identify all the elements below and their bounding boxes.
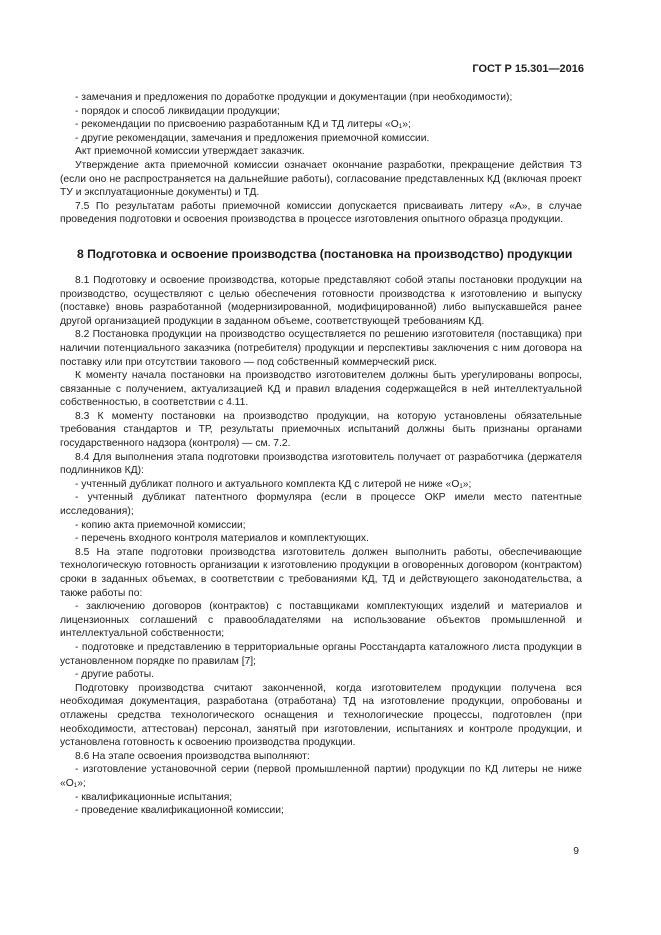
paragraph: 8.6 На этапе освоения производства выполняют: <box>75 750 310 762</box>
list-item: - порядок и способ ликвидации продукции; <box>75 105 280 117</box>
list-item: - другие рекомендации, замечания и предложения приемочной комиссии. <box>75 132 430 144</box>
paragraph: 8.5 На этапе подготовки производства изготовитель должен выполнить работы, обеспечивающие технологическую готовность организации к изготовлению продукции в оговоренных договором (контрактом) сроки в заданных объемах, в соответствии с требованиями КД, ТД и действующего законодательства, а также работы по: <box>60 546 582 599</box>
list-item: - изготовление установочной серии (первой промышленной партии) продукции по КД литеры не ниже «О₁»; <box>60 764 582 789</box>
list-item: - рекомендации по присвоению разработанным КД и ТД литеры «О₁»; <box>75 119 411 131</box>
standard-header: ГОСТ Р 15.301—2016 <box>472 63 584 75</box>
list-item: - учтенный дубликат полного и актуального комплекта КД с литерой не ниже «О₁»; <box>75 478 472 490</box>
body-text <box>60 91 582 818</box>
list-item: - другие работы. <box>75 669 154 681</box>
list-item: - заключению договоров (контрактов) с поставщиками комплектующих изделий и материалов и лицензионных соглашений с правообладателями на использование объектов промышленной и интеллектуальной собственности; <box>60 601 582 640</box>
section-heading: 8 Подготовка и освоение производства (постановка на производство) продукции <box>77 246 573 261</box>
paragraph: 8.1 Подготовку и освоение производства, которые представляют собой этапы постановки продукции на производство, осуществляют с целью обеспечения готовности производства к изготовлению и выпуску (поставке) вновь разработанной (модернизированной, модифицированной) либо выпускавшейся ранее другой организацией продукции в заданном объеме, соответствующей требованиям КД. <box>60 274 582 327</box>
paragraph: Утверждение акта приемочной комиссии означает окончание разработки, прекращение действия ТЗ (если оно не распространяется на дальнейшие работы), согласование представленных КД (включая проект ТУ и эксплуатационные документы) и ТД. <box>60 159 582 199</box>
paragraph: 8.3 К моменту постановки на производство продукции, на которую установлены обязательные требования стандартов и ТР, результаты приемочных испытаний должны быть признаны органами государственного надзора (контроля) — см. 7.2. <box>60 410 582 450</box>
paragraph: Подготовку производства считают законченной, когда изготовителем продукции получена вся необходимая документация, разработана (отработана) ТД на изготовление продукции, опробованы и отлажены средства технологического оснащения и технологические процессы, подготовлен (при необходимости, аттестован) персонал, занятый при изготовлении, испытаниях и контроле продукции, и установлена готовность к освоению производства продукции. <box>60 682 582 749</box>
list-item: - замечания и предложения по доработке продукции и документации (при необходимости); <box>75 92 513 103</box>
list-item: - подготовке и представлению в территориальные органы Росстандарта каталожного листа продукции в установленном порядке по правилам [7]; <box>60 641 582 667</box>
list-item: - учтенный дубликат патентного формуляра (если в процессе ОКР имели место патентные исследования); <box>60 492 582 518</box>
list-item: - проведение квалификационной комиссии; <box>75 805 284 817</box>
paragraph: К моменту начала постановки на производство изготовителем должны быть урегулированы вопросы, связанные с получением, актуализацией КД и правил владения содержащейся в ней интеллектуальной собственностью, в соответствии с 4.11. <box>60 370 582 409</box>
paragraph: 8.2 Постановка продукции на производство осуществляется по решению изготовителя (поставщика) при наличии потенциального заказчика (потребителя) продукции и перспективы заключения с ним договора на поставку или при отсутствии такового — под собственный коммерческий риск. <box>60 329 582 368</box>
list-item: - квалификационные испытания; <box>75 791 233 803</box>
list-item: - перечень входного контроля материалов и комплектующих. <box>75 533 369 545</box>
paragraph: 8.4 Для выполнения этапа подготовки производства изготовитель получает от разработчика (держателя подлинников КД): <box>60 451 582 477</box>
paragraph: 7.5 По результатам работы приемочной комиссии допускается присваивать литеру «А», в случае проведения подготовки и освоения производства в процессе изготовления опытного образца продукции. <box>60 200 582 226</box>
list-item: - копию акта приемочной комиссии; <box>75 519 246 531</box>
paragraph: Акт приемочной комиссии утверждает заказчик. <box>75 146 305 158</box>
page-number: 9 <box>573 846 579 857</box>
